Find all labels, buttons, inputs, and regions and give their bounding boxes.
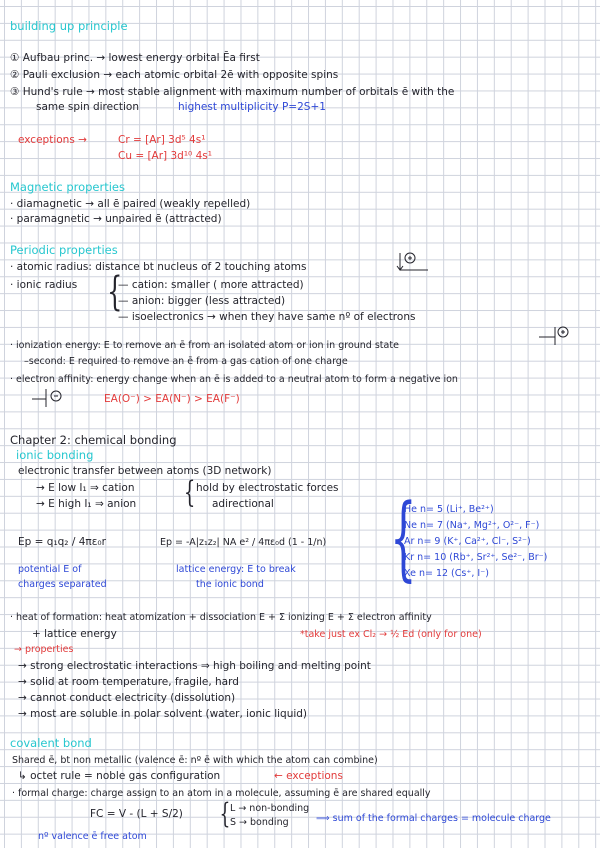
noble-gas-kr: Kr n= 10 (Rb⁺, Sr²⁺, Se²⁻, Br⁻) (404, 552, 548, 563)
ionic-bonding-line-1: electronic transfer between atoms (3D network) (18, 465, 272, 477)
potential-energy-note-2: charges separated (18, 579, 107, 590)
aufbau-title: building up principle (10, 19, 128, 33)
formal-charge-formula: FC = V - (L + S/2) (90, 808, 183, 820)
exceptions-cu: Cu = [Ar] 3d¹⁰ 4s¹ (118, 150, 212, 162)
formal-charge-brace: { (219, 797, 231, 830)
aufbau-multiplicity: highest multiplicity P=2S+1 (178, 101, 326, 113)
heat-of-formation-note: *take just ex Cl₂ → ½ Ed (only for one) (300, 629, 482, 640)
ionic-bonding-brace: { (183, 475, 196, 510)
ionic-radius-cation: — cation: smaller ( more attracted) (118, 279, 304, 291)
heat-of-formation-lattice: + lattice energy (32, 628, 117, 640)
noble-gas-brace: { (390, 484, 417, 591)
electron-affinity: · electron affinity: energy change when an ē is added to a neutral atom to form a negative ion (10, 374, 458, 385)
ionic-bonding-adirectional: adirectional (212, 498, 274, 510)
property-3: → cannot conduct electricity (dissolution) (18, 692, 236, 704)
lattice-energy-note-1: lattice energy: E to break (176, 564, 296, 575)
covalent-octet-rule: ↳ octet rule = noble gas configuration (18, 770, 221, 782)
periodic-title: Periodic properties (10, 243, 118, 257)
formal-charge-s: S → bonding (230, 817, 289, 828)
magnetic-line-1: · diamagnetic → all ē paired (weakly repelled) (10, 198, 251, 210)
atomic-radius-sketch-icon (392, 250, 432, 274)
covalent-line-1: Shared ē, bt non metallic (valence ē: nº ē with which the atom can combine) (12, 755, 378, 766)
ionic-radius-brace: { (107, 269, 123, 315)
property-1: → strong electrostatic interactions ⇒ high boiling and melting point (18, 660, 371, 672)
noble-gas-ar: Ar n= 9 (K⁺, Ca²⁺, Cl⁻, S²⁻) (404, 536, 531, 547)
exceptions-cr: Cr = [Ar] 3d⁵ 4s¹ (118, 134, 206, 146)
ionization-second: –second: E required to remove an ē from a gas cation of one charge (24, 356, 348, 367)
covalent-exceptions: ← exceptions (274, 770, 343, 782)
ionization-energy: · ionization energy: E to remove an ē from an isolated atom or ion in ground state (10, 340, 399, 351)
magnetic-line-2: · paramagnetic → unpaired ē (attracted) (10, 213, 222, 225)
potential-energy-note-1: potential E of (18, 564, 82, 575)
periodic-atomic-radius: · atomic radius: distance bt nucleus of 2 touching atoms (10, 261, 307, 273)
property-4: → most are soluble in polar solvent (water, ionic liquid) (18, 708, 308, 720)
lattice-energy-formula: Ep = -A|z₁z₂| NA e² / 4πε₀d (1 - 1/n) (160, 537, 327, 548)
heat-of-formation: · heat of formation: heat atomization + dissociation E + Σ ionizing E + Σ electron affinity (10, 612, 432, 623)
magnetic-title: Magnetic properties (10, 180, 125, 194)
noble-gas-xe: Xe n= 12 (Cs⁺, I⁻) (404, 568, 489, 579)
formal-charge-definition: · formal charge: charge assign to an atom in a molecule, assuming ē are shared equally (12, 788, 431, 799)
properties-title: → properties (14, 644, 74, 655)
ionic-bonding-line-3: → E high I₁ ⇒ anion (36, 498, 137, 510)
ionic-radius-isoelectronic: — isoelectronics → when they have same nº of electrons (118, 311, 416, 323)
aufbau-line-1: ① Aufbau princ. → lowest energy orbital Ēa first (10, 52, 260, 64)
ionic-bonding-line-2: → E low I₁ ⇒ cation (36, 482, 135, 494)
electron-affinity-order: EA(O⁻) > EA(N⁻) > EA(F⁻) (104, 393, 240, 405)
formal-charge-valence: nº valence ē free atom (38, 831, 147, 842)
noble-gas-he: He n= 5 (Li⁺, Be²⁺) (404, 504, 494, 515)
formal-charge-l: L → non-bonding (230, 803, 310, 814)
ionic-radius-label: · ionic radius (10, 279, 78, 291)
aufbau-line-3b: same spin direction (36, 101, 139, 113)
aufbau-line-2: ② Pauli exclusion → each atomic orbital 2ē with opposite spins (10, 69, 339, 81)
ionic-radius-anion: — anion: bigger (less attracted) (118, 295, 286, 307)
ionization-sketch-icon (535, 323, 575, 347)
lattice-energy-note-2: the ionic bond (196, 579, 264, 590)
potential-energy-formula: Ep = q₁q₂ / 4πε₀r (18, 536, 106, 548)
exceptions-label: exceptions → (18, 134, 87, 146)
affinity-sketch-icon (30, 386, 70, 410)
aufbau-line-3: ③ Hund's rule → most stable alignment with maximum number of orbitals ē with the (10, 86, 455, 98)
covalent-title: covalent bond (10, 736, 92, 750)
chapter-2-title: Chapter 2: chemical bonding (10, 433, 177, 447)
ionic-bonding-hold: hold by electrostatic forces (196, 482, 339, 494)
noble-gas-ne: Ne n= 7 (Na⁺, Mg²⁺, O²⁻, F⁻) (404, 520, 540, 531)
ionic-bonding-title: ionic bonding (16, 448, 94, 462)
formal-charge-sum: ⟹ sum of the formal charges = molecule charge (316, 813, 551, 824)
property-2: → solid at room temperature, fragile, hard (18, 676, 239, 688)
